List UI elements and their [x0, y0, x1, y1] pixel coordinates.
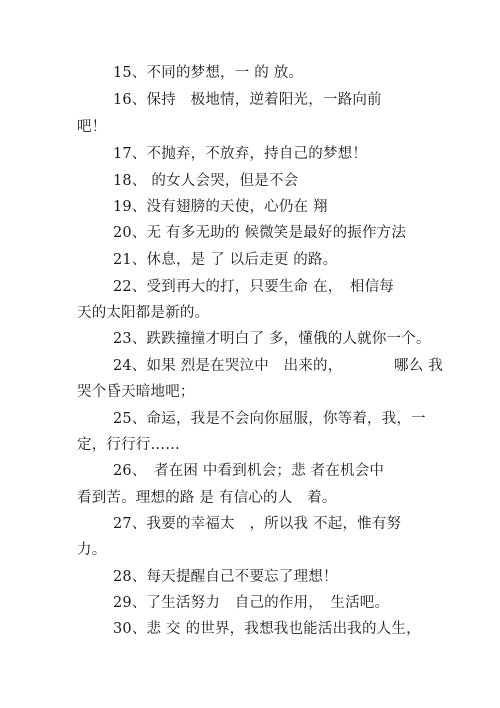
text-line: 27、我要的幸福太 ，所以我 不起，惟有努	[113, 516, 402, 532]
text-line: 定，行行行……	[77, 437, 180, 453]
text-line: 15、不同的梦想，一 的 放。	[113, 65, 304, 81]
text-line: 30、悲 交 的世界，我想我也能活出我的人生，	[113, 621, 421, 637]
text-line: 17、不抛弃，不放弃，持自己的梦想！	[113, 146, 368, 162]
text-line: 22、受到再大的打，只要生命 在， 相信每	[113, 279, 395, 295]
text-line: 20、无 有多无助的 候微笑是最好的振作方法	[113, 225, 407, 241]
text-line: 28、每天提醒自己不要忘了理想！	[113, 569, 338, 585]
text-line: 天的太阳都是新的。	[77, 305, 210, 321]
text-line: 24、如果 烈是在哭泣中 出来的， 哪么 我	[113, 358, 443, 374]
text-line: 19、没有翅膀的天使，心仍在 翔	[113, 199, 328, 215]
text-line: 26、 者在困 中看到机会；悲 者在机会中	[113, 463, 385, 479]
text-line: 16、保持 极地情，逆着阳光，一路向前	[113, 92, 382, 108]
text-line: 看到苦。理想的路 是 有信心的人 着。	[77, 490, 337, 506]
text-line: 哭个昏天暗地吧；	[77, 384, 195, 400]
text-line: 21、休息，是 了 以后走更 的路。	[113, 252, 338, 268]
text-line: 吧！	[77, 119, 107, 135]
text-line: 18、 的女人会哭，但是不会	[113, 173, 299, 189]
text-line: 力。	[77, 542, 107, 558]
text-line: 29、了生活努力 自己的作用， 生活吧。	[113, 595, 390, 611]
text-line: 25、命运，我是不会向你屈服，你等着，我，一	[113, 411, 426, 427]
text-line: 23、跌跌撞撞才明白了 多，懂俄的人就你一个。	[113, 331, 431, 347]
